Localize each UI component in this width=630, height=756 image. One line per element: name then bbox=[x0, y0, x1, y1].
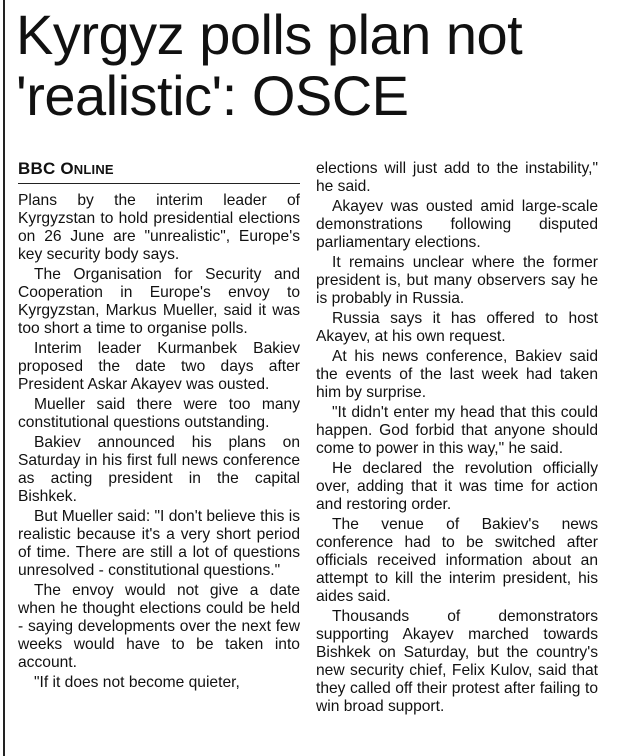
paragraph: But Mueller said: "I don't believe this is realistic because it's a very short period of time. There are still a lot of questions unresolved - constitutional questions." bbox=[18, 508, 300, 579]
paragraph: It remains unclear where the former president is, but many observers say he is probably in Russia. bbox=[316, 254, 598, 307]
paragraph: At his news conference, Bakiev said the events of the last week had taken him by surprise. bbox=[316, 348, 598, 401]
right-column bbox=[316, 160, 598, 716]
paragraph: elections will just add to the instability," he said. bbox=[316, 160, 598, 195]
byline-lead: BBC O bbox=[18, 159, 74, 178]
paragraph: Plans by the interim leader of Kyrgyzstan to hold presidential elections on 26 June are "unrealistic", Europe's key security body says. bbox=[18, 192, 300, 263]
paragraph: The envoy would not give a date when he thought elections could be held - saying developments over the next few weeks would have to be taken into account. bbox=[18, 582, 300, 671]
paragraph: Akayev was ousted amid large-scale demonstrations following disputed parliamentary elections. bbox=[316, 198, 598, 251]
paragraph: Thousands of demonstrators supporting Akayev marched towards Bishkek on Saturday, but the country's new security chief, Felix Kulov, said that they called off their protest after failing to win broad support. bbox=[316, 608, 598, 715]
byline bbox=[18, 159, 300, 184]
paragraph: Mueller said there were too many constitutional questions outstanding. bbox=[18, 396, 300, 431]
paragraph: Russia says it has offered to host Akayev, at his own request. bbox=[316, 310, 598, 345]
column-rule bbox=[3, 0, 5, 756]
paragraph: "It didn't enter my head that this could happen. God forbid that anyone should come to power in this way," he said. bbox=[316, 404, 598, 457]
left-column bbox=[18, 159, 300, 692]
byline-rest: NLINE bbox=[73, 162, 114, 177]
headline: Kyrgyz polls plan not 'realistic': OSCE bbox=[16, 3, 523, 127]
paragraph: The venue of Bakiev's news conference had to be switched after officials received information about an attempt to kill the interim president, his aides said. bbox=[316, 516, 598, 605]
paragraph: The Organisation for Security and Cooperation in Europe's envoy to Kyrgyzstan, Markus Mueller, said it was too short a time to organise polls. bbox=[18, 266, 300, 337]
paragraph: Interim leader Kurmanbek Bakiev proposed the date two days after President Askar Akayev was ousted. bbox=[18, 340, 300, 393]
paragraph: Bakiev announced his plans on Saturday in his first full news conference as acting president in the capital Bishkek. bbox=[18, 434, 300, 505]
paragraph: He declared the revolution officially over, adding that it was time for action and restoring order. bbox=[316, 460, 598, 513]
paragraph: "If it does not become quieter, bbox=[34, 674, 240, 691]
